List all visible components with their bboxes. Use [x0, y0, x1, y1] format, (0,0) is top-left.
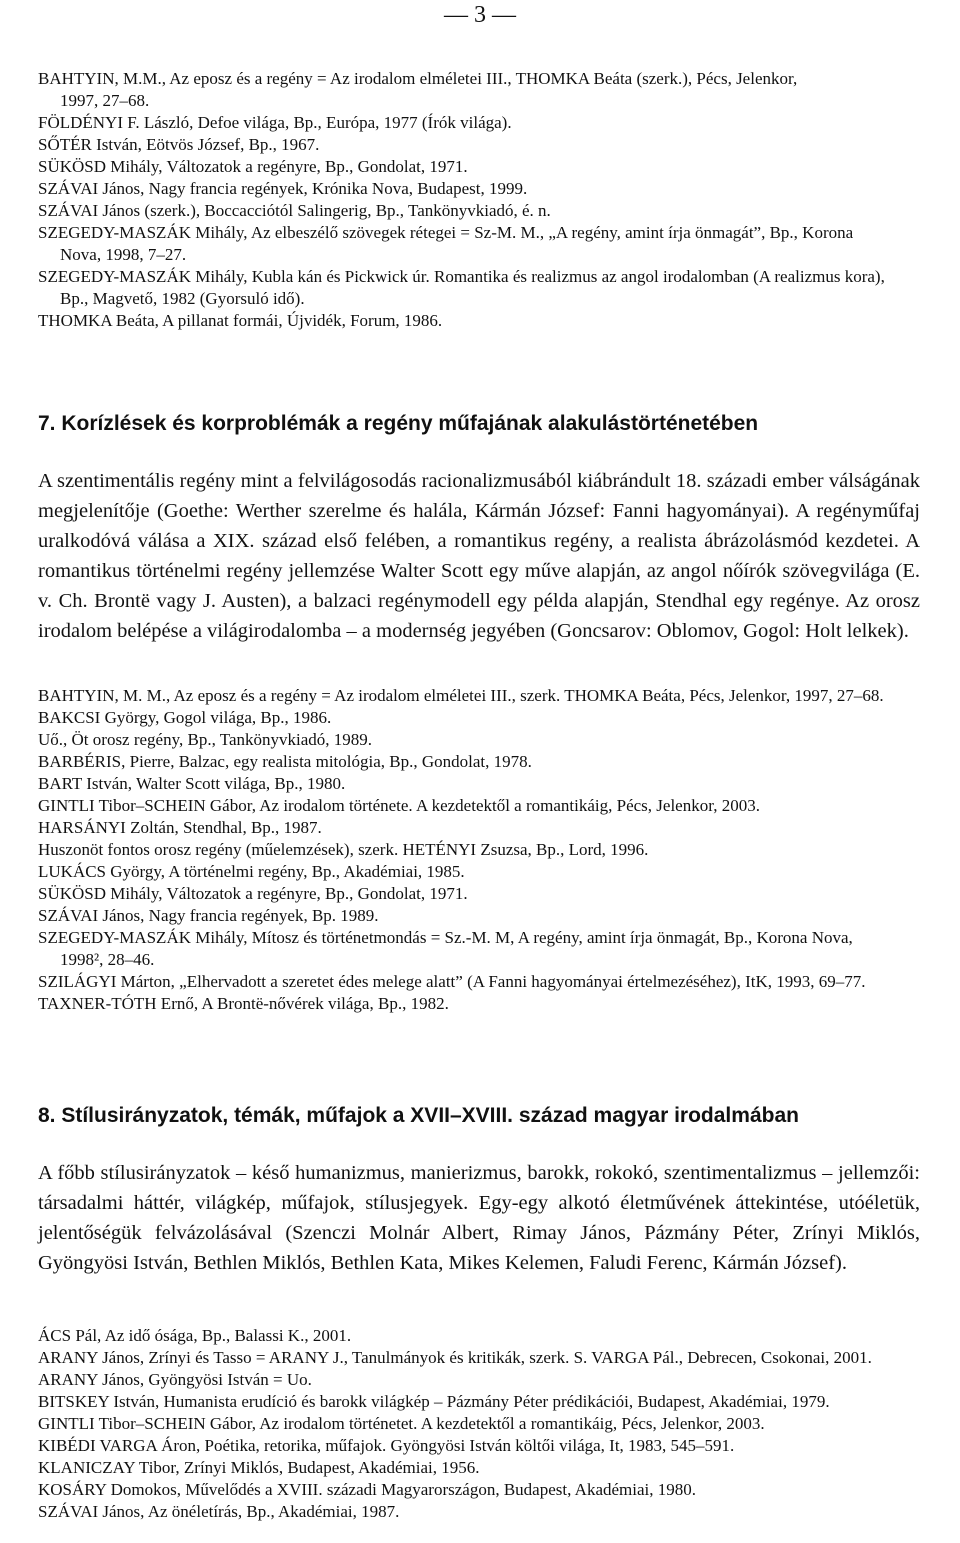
- reference-entry: [38, 1391, 920, 1413]
- reference-text: SZEGEDY-MASZÁK Mihály, Kubla kán és Pickwick úr. Romantika és realizmus az angol irodalomban (A realizmus kora),: [38, 267, 885, 286]
- reference-entry: [38, 200, 920, 222]
- reference-entry: [38, 1435, 920, 1457]
- reference-entry: [38, 993, 920, 1015]
- reference-entry: [38, 134, 920, 156]
- reference-list-intro: [38, 68, 920, 332]
- reference-text: SZÁVAI János, Nagy francia regények, Krónika Nova, Budapest, 1999.: [38, 179, 528, 198]
- reference-text: Huszonöt fontos orosz regény (műelemzések), szerk. HETÉNYI Zsuzsa, Bp., Lord, 1996.: [38, 840, 649, 859]
- reference-entry: [38, 971, 920, 993]
- reference-entry: [38, 178, 920, 200]
- reference-entry: [38, 1413, 920, 1435]
- reference-entry: [38, 817, 920, 839]
- reference-entry: [38, 751, 920, 773]
- reference-entry: [38, 861, 920, 883]
- reference-text: BART István, Walter Scott világa, Bp., 1980.: [38, 774, 346, 793]
- reference-text: SZÁVAI János, Nagy francia regények, Bp. 1989.: [38, 906, 379, 925]
- reference-entry: [38, 905, 920, 927]
- reference-text: BITSKEY István, Humanista erudíció és barokk világkép – Pázmány Péter prédikációi, Budapest, Akadémiai, 1979.: [38, 1392, 830, 1411]
- reference-text: BAHTYIN, M.M., Az eposz és a regény = Az irodalom elméletei III., THOMKA Beáta (szerk.), Pécs, Jelenkor,: [38, 69, 798, 88]
- reference-entry: [38, 1501, 920, 1523]
- reference-entry: [38, 310, 920, 332]
- reference-text-continuation: 1998², 28–46.: [60, 950, 155, 969]
- reference-text: ARANY János, Gyöngyösi István = Uo.: [38, 1370, 312, 1389]
- reference-entry: [38, 773, 920, 795]
- reference-entry: [38, 729, 920, 751]
- page-number: — 3 —: [444, 2, 516, 28]
- reference-text: KOSÁRY Domokos, Művelődés a XVIII. századi Magyarországon, Budapest, Akadémiai, 1980.: [38, 1480, 696, 1499]
- reference-text: GINTLI Tibor–SCHEIN Gábor, Az irodalom története. A kezdetektől a romantikáig, Pécs, Jelenkor, 2003.: [38, 796, 760, 815]
- reference-text: ÁCS Pál, Az idő ósága, Bp., Balassi K., 2001.: [38, 1326, 352, 1345]
- reference-text: BAHTYIN, M. M., Az eposz és a regény = Az irodalom elméletei III., szerk. THOMKA Beáta, Pécs, Jelenkor, 1997, 27–68.: [38, 686, 884, 705]
- reference-text: GINTLI Tibor–SCHEIN Gábor, Az irodalom történetet. A kezdetektől a romantikáig, Pécs, Jelenkor, 2003.: [38, 1414, 765, 1433]
- reference-text-continuation: Nova, 1998, 7–27.: [60, 245, 187, 264]
- reference-text: HARSÁNYI Zoltán, Stendhal, Bp., 1987.: [38, 818, 322, 837]
- reference-text: SŐTÉR István, Eötvös József, Bp., 1967.: [38, 135, 320, 154]
- reference-entry: [38, 795, 920, 817]
- reference-entry: [38, 685, 920, 707]
- reference-entry: [38, 68, 920, 112]
- reference-text: SZÁVAI János (szerk.), Boccacciótól Salingerig, Bp., Tankönyvkiadó, é. n.: [38, 201, 551, 220]
- reference-entry: [38, 883, 920, 905]
- reference-entry: [38, 112, 920, 134]
- reference-text-continuation: 1997, 27–68.: [60, 91, 150, 110]
- reference-entry: [38, 1325, 920, 1347]
- reference-text: SZILÁGYI Márton, „Elhervadott a szeretet édes melege alatt” (A Fanni hagyományai értelmezéséhez), ItK, 1993, 69–77.: [38, 972, 866, 991]
- reference-entry: [38, 839, 920, 861]
- reference-text: LUKÁCS György, A történelmi regény, Bp., Akadémiai, 1985.: [38, 862, 465, 881]
- reference-text: SÜKÖSD Mihály, Változatok a regényre, Bp., Gondolat, 1971.: [38, 884, 468, 903]
- reference-text: THOMKA Beáta, A pillanat formái, Újvidék, Forum, 1986.: [38, 311, 443, 330]
- reference-entry: [38, 1457, 920, 1479]
- reference-entry: [38, 156, 920, 178]
- reference-text: BARBÉRIS, Pierre, Balzac, egy realista mitológia, Bp., Gondolat, 1978.: [38, 752, 532, 771]
- reference-text: SZEGEDY-MASZÁK Mihály, Az elbeszélő szövegek rétegei = Sz-M. M., „A regény, amint írja önmagát”, Bp., Korona: [38, 223, 854, 242]
- reference-entry: [38, 266, 920, 310]
- section-8-body: A főbb stílusirányzatok – késő humanizmus, manierizmus, barokk, rokokó, szentimentalizmus – jellemzői: társadalmi háttér, világkép, műfajok, stílusjegyek. Egy-egy alkotó életművének áttekintése, utóéletük, jelentőségük felvázolásával (Szenczi Molnár Albert, Rimay János, Pázmány Péter, Zrínyi Miklós, Gyöngyösi István, Bethlen Miklós, Bethlen Kata, Mikes Kelemen, Faludi Ferenc, Kármán József).: [38, 1162, 920, 1274]
- reference-list-section-7: [38, 685, 920, 1015]
- reference-entry: [38, 1479, 920, 1501]
- reference-text: SZEGEDY-MASZÁK Mihály, Mítosz és történetmondás = Sz.-M. M, A regény, amint írja önmagát, Bp., Korona Nova,: [38, 928, 853, 947]
- reference-text: SZÁVAI János, Az önéletírás, Bp., Akadémiai, 1987.: [38, 1502, 400, 1521]
- reference-text: Uő., Öt orosz regény, Bp., Tankönyvkiadó, 1989.: [38, 730, 373, 749]
- section-8-heading: 8. Stílusirányzatok, témák, műfajok a XVII–XVIII. század magyar irodalmában: [38, 1104, 799, 1127]
- reference-entry: [38, 927, 920, 971]
- reference-entry: [38, 707, 920, 729]
- reference-text: FÖLDÉNYI F. László, Defoe világa, Bp., Európa, 1977 (Írók világa).: [38, 113, 512, 132]
- reference-text-continuation: Bp., Magvető, 1982 (Gyorsuló idő).: [60, 289, 305, 308]
- reference-text: BAKCSI György, Gogol világa, Bp., 1986.: [38, 708, 332, 727]
- reference-entry: [38, 1347, 920, 1369]
- reference-text: SÜKÖSD Mihály, Változatok a regényre, Bp., Gondolat, 1971.: [38, 157, 468, 176]
- reference-entry: [38, 222, 920, 266]
- reference-text: ARANY János, Zrínyi és Tasso = ARANY J., Tanulmányok és kritikák, szerk. S. VARGA Pál., Debrecen, Csokonai, 2001.: [38, 1348, 872, 1367]
- reference-entry: [38, 1369, 920, 1391]
- section-7-heading: 7. Korízlések és korproblémák a regény műfajának alakulástörténetében: [38, 412, 759, 435]
- reference-text: KLANICZAY Tibor, Zrínyi Miklós, Budapest, Akadémiai, 1956.: [38, 1458, 480, 1477]
- reference-text: KIBÉDI VARGA Áron, Poétika, retorika, műfajok. Gyöngyösi István költői világa, It, 1983, 545–591.: [38, 1436, 735, 1455]
- reference-list-section-8: [38, 1325, 920, 1523]
- reference-text: TAXNER-TÓTH Ernő, A Brontë-nővérek világa, Bp., 1982.: [38, 994, 449, 1013]
- section-7-body: A szentimentális regény mint a felvilágosodás racionalizmusából kiábrándult 18. századi ember válságának megjelenítője (Goethe: Werther szerelme és halála, Kármán József: Fanni hagyományai). A regényműfaj uralkodóvá válása a XIX. század első felében, a romantikus regény, a realista ábrázolásmód kezdetei. A romantikus történelmi regény jellemzése Walter Scott egy műve alapján, az angol nőírók szövegvilága (E. v. Ch. Brontë vagy J. Austen), a balzaci regénymodell egy példa alapján, Stendhal egy regénye. Az orosz irodalom belépése a világirodalomba – a modernség jegyében (Goncsarov: Oblomov, Gogol: Holt lelkek).: [38, 470, 920, 642]
